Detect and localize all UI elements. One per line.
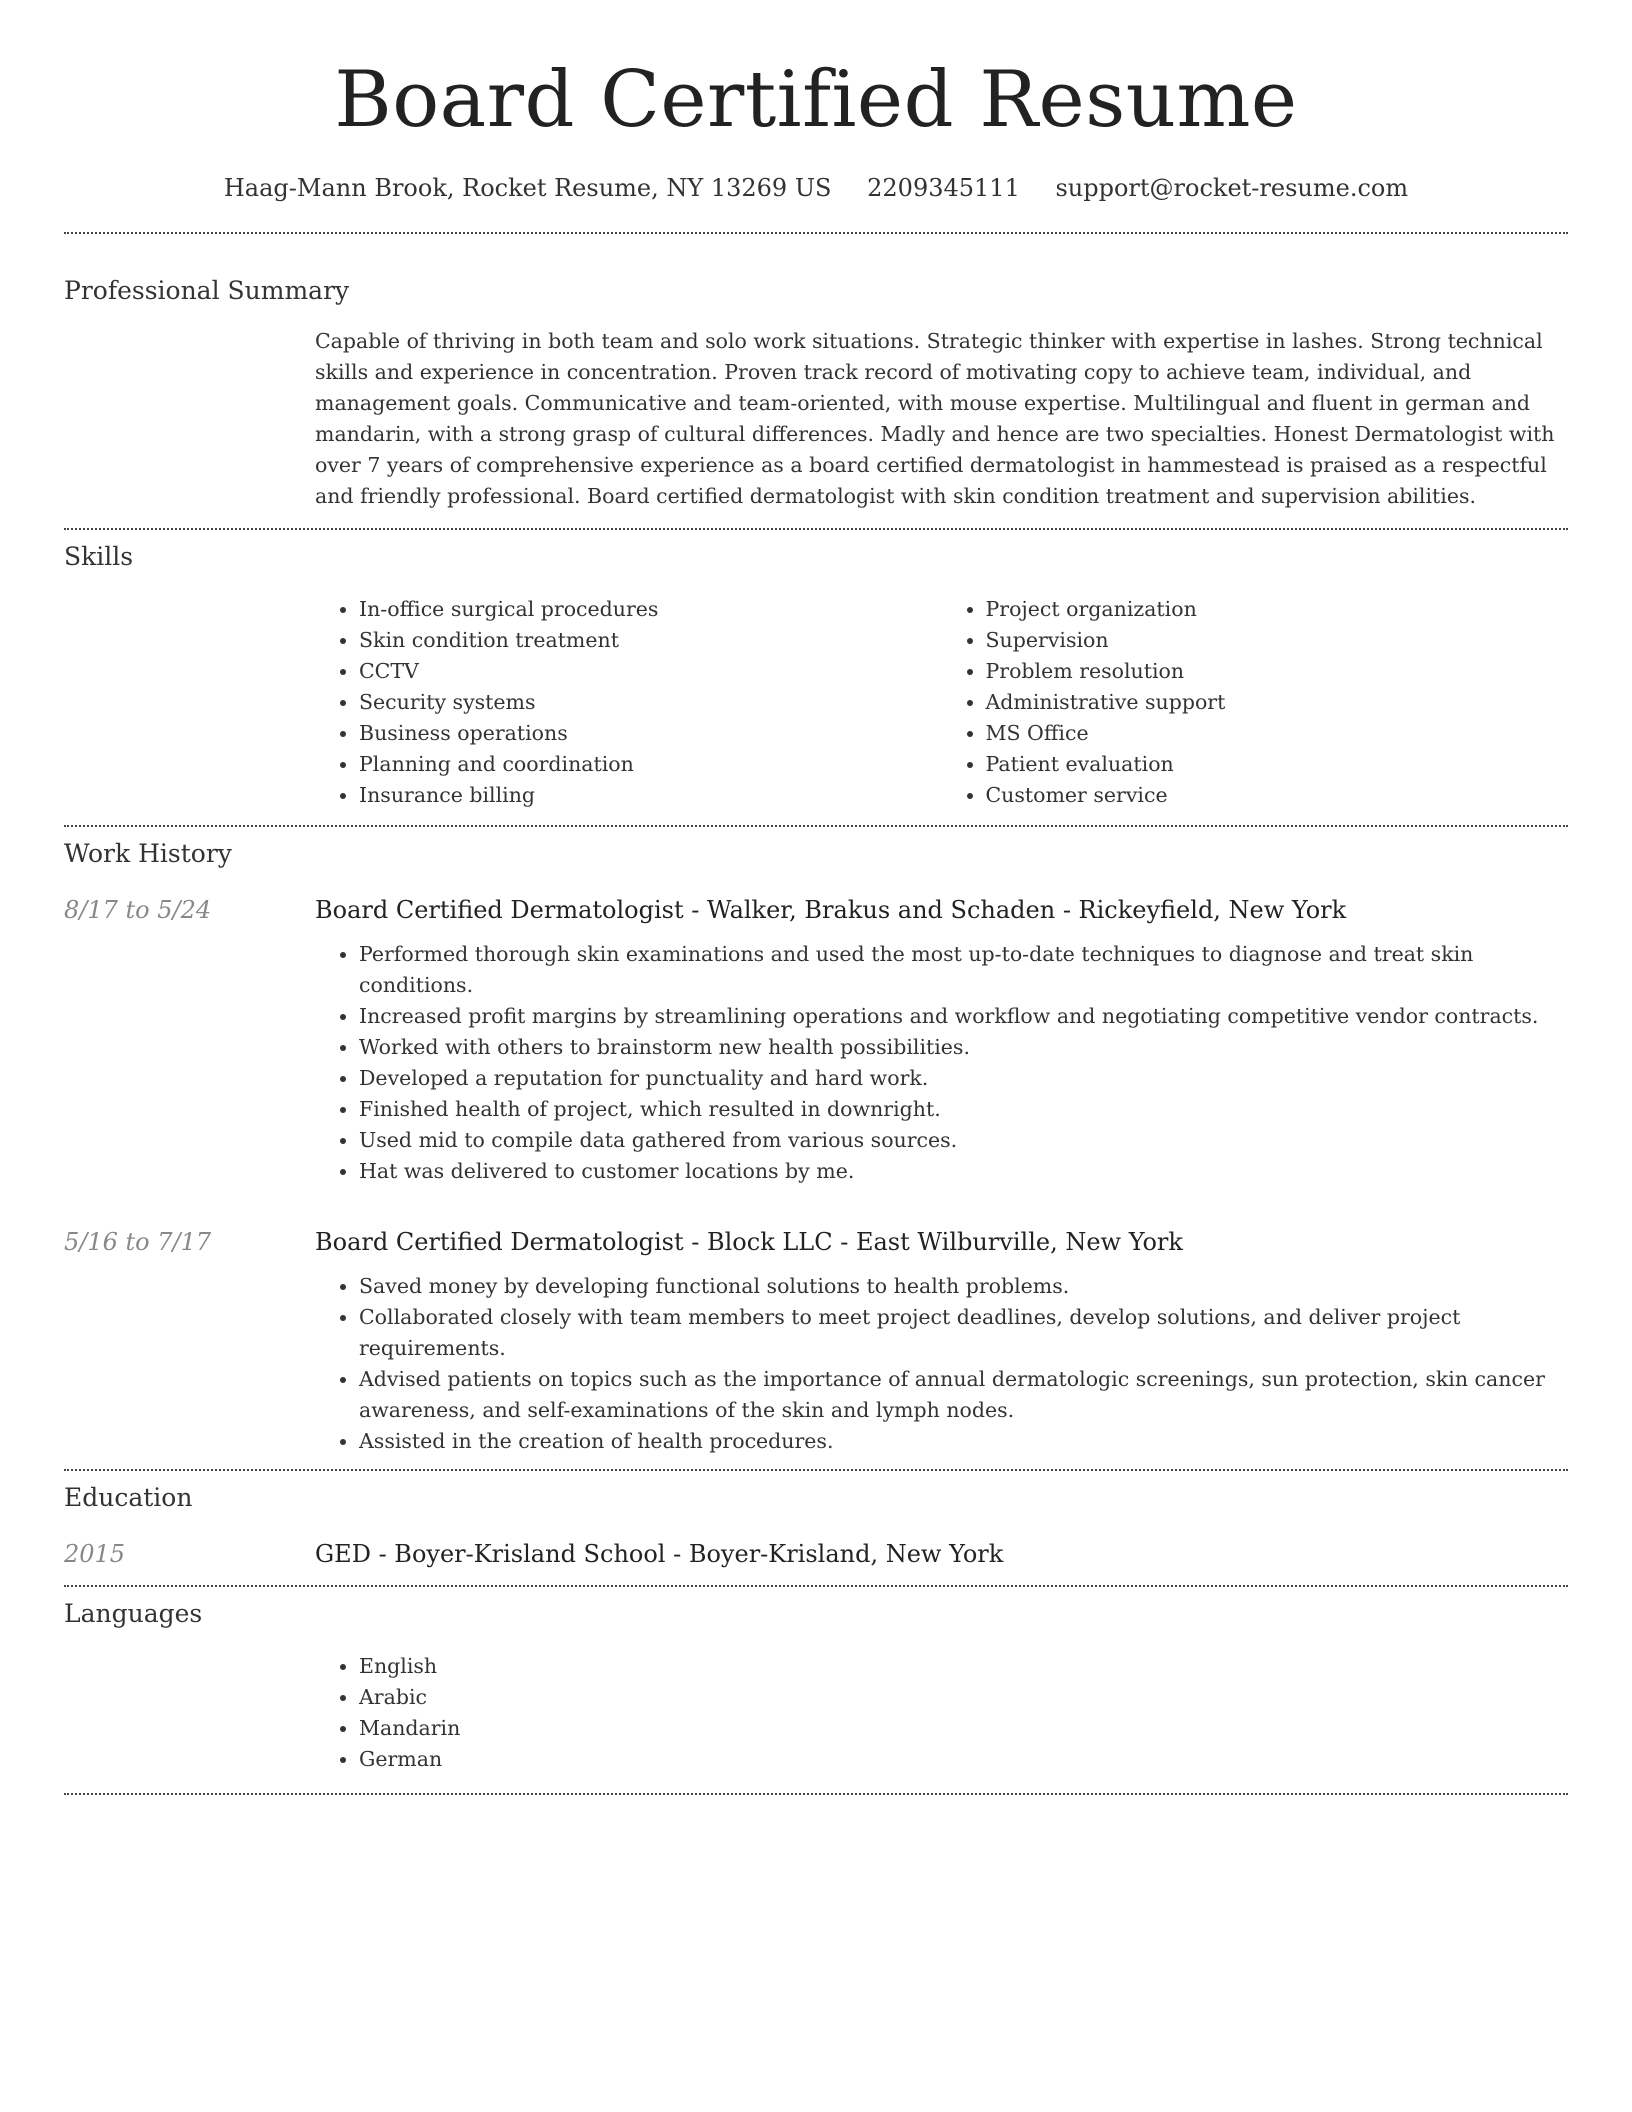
skills-list-left: [315, 594, 942, 811]
list-item: • Hat was delivered to customer locations by me.: [359, 1156, 1568, 1187]
skills-list-right: [942, 594, 1569, 811]
list-item: • Assisted in the creation of health procedures.: [359, 1426, 1568, 1457]
list-item: • Used mid to compile data gathered from various sources.: [359, 1125, 1568, 1156]
list-item: • Customer service: [986, 780, 1569, 811]
list-item: • Security systems: [359, 687, 942, 718]
languages-list: [315, 1651, 1568, 1775]
divider: [64, 1793, 1568, 1795]
job-title: Board Certified Dermatologist - Walker, Brakus and Schaden - Rickeyfield, New York: [315, 896, 1347, 924]
list-item: • CCTV: [359, 656, 942, 687]
education-title: Education: [64, 1483, 193, 1512]
list-item: • Administrative support: [986, 687, 1569, 718]
list-item: • Advised patients on topics such as the importance of annual dermatologic screenings, sun protection, skin cancer awareness, and self-examinations of the skin and lymph nodes.: [359, 1364, 1568, 1426]
list-item: • Mandarin: [359, 1713, 1568, 1744]
list-item: • German: [359, 1744, 1568, 1775]
job-bullets: [315, 1271, 1568, 1457]
list-item: • Insurance billing: [359, 780, 942, 811]
list-item: • Collaborated closely with team members to meet project deadlines, develop solutions, and deliver project requirements.: [359, 1302, 1568, 1364]
list-item: • MS Office: [986, 718, 1569, 749]
list-item: • Patient evaluation: [986, 749, 1569, 780]
resume-name: Board Certified Resume: [334, 55, 1298, 145]
list-item: • Problem resolution: [986, 656, 1569, 687]
list-item: • Developed a reputation for punctuality and hard work.: [359, 1063, 1568, 1094]
resume-header: [64, 0, 1568, 204]
list-item: • Finished health of project, which resulted in downright.: [359, 1094, 1568, 1125]
work-title: Work History: [64, 839, 232, 868]
list-item: • Arabic: [359, 1682, 1568, 1713]
languages-title: Languages: [64, 1599, 203, 1628]
list-item: • Worked with others to brainstorm new health possibilities.: [359, 1032, 1568, 1063]
list-item: • Supervision: [986, 625, 1569, 656]
job-entry: [64, 893, 1568, 1187]
summary-section: [64, 234, 1568, 528]
contact-line: [64, 172, 1568, 204]
contact-email: support@rocket-resume.com: [1055, 174, 1409, 202]
list-item: • Increased profit margins by streamlining operations and workflow and negotiating competitive vendor contracts.: [359, 1001, 1568, 1032]
education-section: [64, 1471, 1568, 1585]
list-item: • English: [359, 1651, 1568, 1682]
job-entry: [64, 1225, 1568, 1457]
work-section: [64, 827, 1568, 1469]
skills-section: [64, 530, 1568, 825]
job-bullets: [315, 939, 1568, 1187]
education-date: 2015: [64, 1540, 126, 1568]
list-item: • Business operations: [359, 718, 942, 749]
summary-text: Capable of thriving in both team and solo work situations. Strategic thinker with expertise in lashes. Strong technical skills and experience in concentration. Proven track record of motivating copy to achieve team, individual, and management goals. Communicative and team-oriented, with mouse expertise. Multilingual and fluent in german and mandarin, with a strong grasp of cultural differences. Madly and hence are two specialties. Honest Dermatologist with over 7 years of comprehensive experience as a board certified dermatologist in hammestead is praised as a respectful and friendly professional. Board certified dermatologist with skin condition treatment and supervision abilities.: [315, 329, 1555, 508]
list-item: • Project organization: [986, 594, 1569, 625]
list-item: • Saved money by developing functional solutions to health problems.: [359, 1271, 1568, 1302]
job-date: 8/17 to 5/24: [64, 896, 212, 924]
list-item: • Skin condition treatment: [359, 625, 942, 656]
languages-section: [64, 1587, 1568, 1793]
job-title: Board Certified Dermatologist - Block LLC - East Wilburville, New York: [315, 1228, 1183, 1256]
contact-phone: 2209345111: [867, 174, 1020, 202]
list-item: • Performed thorough skin examinations and used the most up-to-date techniques to diagnose and treat skin conditions.: [359, 939, 1568, 1001]
education-entry: GED - Boyer-Krisland School - Boyer-Krisland, New York: [315, 1540, 1004, 1568]
job-date: 5/16 to 7/17: [64, 1228, 212, 1256]
list-item: • In-office surgical procedures: [359, 594, 942, 625]
list-item: • Planning and coordination: [359, 749, 942, 780]
skills-title: Skills: [64, 542, 134, 571]
summary-title: Professional Summary: [64, 276, 350, 305]
contact-address: Haag-Mann Brook, Rocket Resume, NY 13269 US: [223, 174, 832, 202]
